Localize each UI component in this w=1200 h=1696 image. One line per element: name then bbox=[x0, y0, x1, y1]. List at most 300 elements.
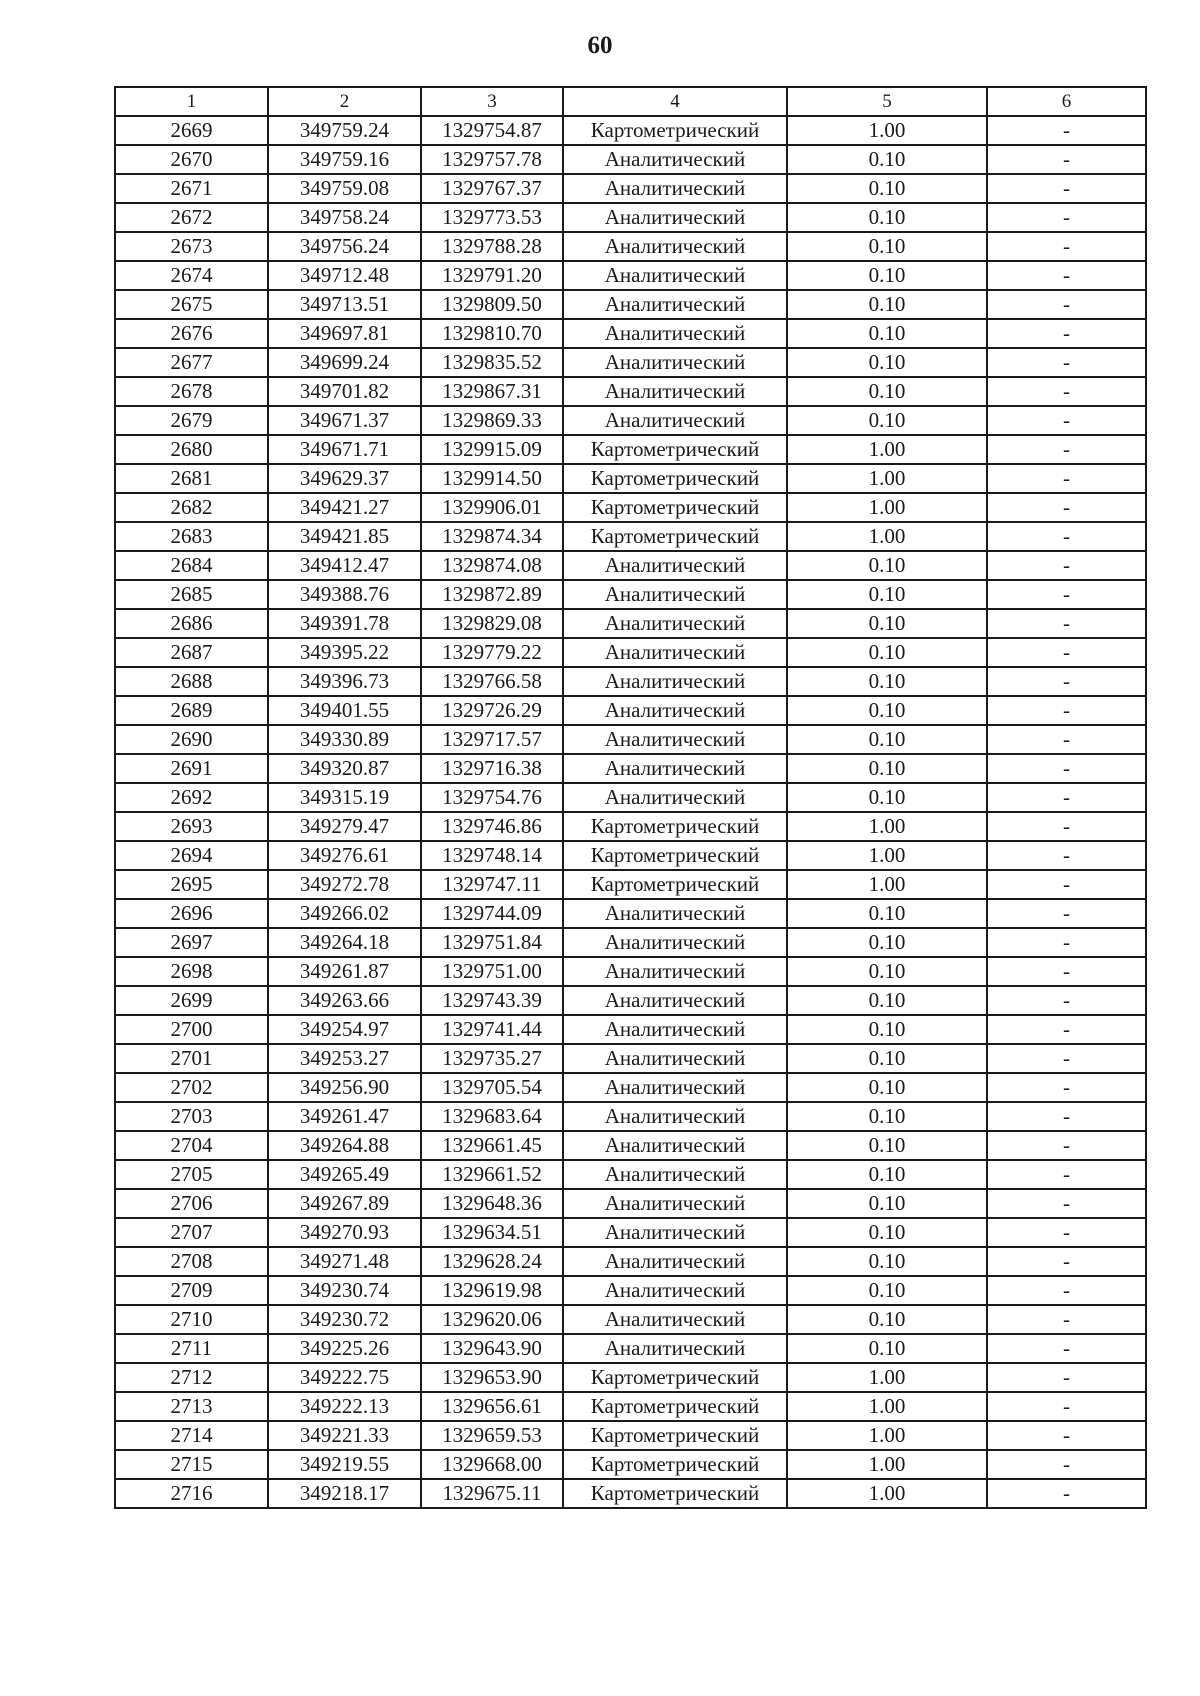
table-row bbox=[115, 406, 1146, 435]
cell-coord-y: 1329788.28 bbox=[421, 232, 563, 261]
cell-method: Картометрический bbox=[563, 116, 787, 145]
cell-coord-y: 1329810.70 bbox=[421, 319, 563, 348]
cell-accuracy: 0.10 bbox=[787, 174, 987, 203]
table-row bbox=[115, 870, 1146, 899]
table-row bbox=[115, 957, 1146, 986]
cell-point-number: 2670 bbox=[115, 145, 268, 174]
table-row bbox=[115, 1189, 1146, 1218]
cell-coord-y: 1329683.64 bbox=[421, 1102, 563, 1131]
cell-coord-y: 1329656.61 bbox=[421, 1392, 563, 1421]
cell-method: Аналитический bbox=[563, 1015, 787, 1044]
cell-point-number: 2705 bbox=[115, 1160, 268, 1189]
cell-coord-x: 349421.27 bbox=[268, 493, 421, 522]
cell-point-number: 2682 bbox=[115, 493, 268, 522]
cell-point-number: 2701 bbox=[115, 1044, 268, 1073]
cell-note: - bbox=[987, 870, 1146, 899]
cell-accuracy: 1.00 bbox=[787, 1421, 987, 1450]
cell-coord-x: 349230.72 bbox=[268, 1305, 421, 1334]
cell-coord-y: 1329675.11 bbox=[421, 1479, 563, 1508]
table-row bbox=[115, 261, 1146, 290]
cell-accuracy: 0.10 bbox=[787, 1218, 987, 1247]
cell-method: Картометрический bbox=[563, 493, 787, 522]
cell-method: Аналитический bbox=[563, 261, 787, 290]
table-row bbox=[115, 1160, 1146, 1189]
cell-coord-x: 349221.33 bbox=[268, 1421, 421, 1450]
cell-coord-x: 349264.88 bbox=[268, 1131, 421, 1160]
cell-coord-y: 1329741.44 bbox=[421, 1015, 563, 1044]
cell-accuracy: 1.00 bbox=[787, 116, 987, 145]
cell-coord-x: 349412.47 bbox=[268, 551, 421, 580]
cell-accuracy: 1.00 bbox=[787, 841, 987, 870]
cell-note: - bbox=[987, 1073, 1146, 1102]
cell-note: - bbox=[987, 290, 1146, 319]
cell-method: Картометрический bbox=[563, 1363, 787, 1392]
table-row bbox=[115, 232, 1146, 261]
table-body bbox=[115, 116, 1146, 1508]
cell-method: Картометрический bbox=[563, 1479, 787, 1508]
cell-method: Аналитический bbox=[563, 406, 787, 435]
cell-method: Аналитический bbox=[563, 1073, 787, 1102]
table-row bbox=[115, 1015, 1146, 1044]
cell-method: Аналитический bbox=[563, 1131, 787, 1160]
cell-coord-y: 1329634.51 bbox=[421, 1218, 563, 1247]
cell-note: - bbox=[987, 464, 1146, 493]
cell-method: Аналитический bbox=[563, 609, 787, 638]
cell-note: - bbox=[987, 261, 1146, 290]
cell-coord-y: 1329874.08 bbox=[421, 551, 563, 580]
cell-coord-x: 349270.93 bbox=[268, 1218, 421, 1247]
cell-coord-x: 349697.81 bbox=[268, 319, 421, 348]
cell-coord-y: 1329705.54 bbox=[421, 1073, 563, 1102]
cell-accuracy: 0.10 bbox=[787, 928, 987, 957]
cell-point-number: 2702 bbox=[115, 1073, 268, 1102]
cell-coord-x: 349264.18 bbox=[268, 928, 421, 957]
column-header-3: 3 bbox=[421, 87, 563, 116]
table-row bbox=[115, 493, 1146, 522]
cell-coord-y: 1329717.57 bbox=[421, 725, 563, 754]
cell-method: Картометрический bbox=[563, 464, 787, 493]
table-row bbox=[115, 928, 1146, 957]
cell-method: Аналитический bbox=[563, 754, 787, 783]
cell-accuracy: 0.10 bbox=[787, 696, 987, 725]
cell-coord-x: 349421.85 bbox=[268, 522, 421, 551]
table-row bbox=[115, 1392, 1146, 1421]
cell-note: - bbox=[987, 725, 1146, 754]
cell-coord-x: 349629.37 bbox=[268, 464, 421, 493]
cell-note: - bbox=[987, 957, 1146, 986]
table-row bbox=[115, 1363, 1146, 1392]
cell-method: Картометрический bbox=[563, 522, 787, 551]
cell-accuracy: 0.10 bbox=[787, 1131, 987, 1160]
column-header-4: 4 bbox=[563, 87, 787, 116]
cell-note: - bbox=[987, 174, 1146, 203]
cell-point-number: 2716 bbox=[115, 1479, 268, 1508]
cell-note: - bbox=[987, 406, 1146, 435]
cell-point-number: 2690 bbox=[115, 725, 268, 754]
cell-accuracy: 0.10 bbox=[787, 145, 987, 174]
cell-note: - bbox=[987, 638, 1146, 667]
cell-note: - bbox=[987, 1131, 1146, 1160]
cell-note: - bbox=[987, 841, 1146, 870]
cell-point-number: 2712 bbox=[115, 1363, 268, 1392]
table-row bbox=[115, 1102, 1146, 1131]
cell-method: Картометрический bbox=[563, 1392, 787, 1421]
cell-accuracy: 0.10 bbox=[787, 986, 987, 1015]
cell-accuracy: 0.10 bbox=[787, 551, 987, 580]
cell-accuracy: 0.10 bbox=[787, 1160, 987, 1189]
cell-coord-x: 349265.49 bbox=[268, 1160, 421, 1189]
cell-point-number: 2703 bbox=[115, 1102, 268, 1131]
cell-accuracy: 0.10 bbox=[787, 1102, 987, 1131]
cell-method: Аналитический bbox=[563, 1160, 787, 1189]
cell-coord-y: 1329829.08 bbox=[421, 609, 563, 638]
cell-coord-y: 1329743.39 bbox=[421, 986, 563, 1015]
cell-point-number: 2672 bbox=[115, 203, 268, 232]
table-row bbox=[115, 812, 1146, 841]
cell-method: Картометрический bbox=[563, 1421, 787, 1450]
cell-method: Аналитический bbox=[563, 928, 787, 957]
cell-point-number: 2698 bbox=[115, 957, 268, 986]
coordinates-table bbox=[114, 86, 1147, 1509]
cell-coord-y: 1329619.98 bbox=[421, 1276, 563, 1305]
cell-coord-y: 1329914.50 bbox=[421, 464, 563, 493]
cell-method: Аналитический bbox=[563, 696, 787, 725]
cell-coord-x: 349256.90 bbox=[268, 1073, 421, 1102]
cell-note: - bbox=[987, 1276, 1146, 1305]
cell-accuracy: 0.10 bbox=[787, 899, 987, 928]
table-row bbox=[115, 609, 1146, 638]
cell-coord-x: 349254.97 bbox=[268, 1015, 421, 1044]
cell-accuracy: 0.10 bbox=[787, 638, 987, 667]
cell-coord-x: 349713.51 bbox=[268, 290, 421, 319]
cell-coord-x: 349756.24 bbox=[268, 232, 421, 261]
cell-point-number: 2688 bbox=[115, 667, 268, 696]
column-header-2: 2 bbox=[268, 87, 421, 116]
cell-coord-x: 349279.47 bbox=[268, 812, 421, 841]
cell-method: Аналитический bbox=[563, 551, 787, 580]
cell-coord-y: 1329746.86 bbox=[421, 812, 563, 841]
cell-note: - bbox=[987, 435, 1146, 464]
cell-note: - bbox=[987, 145, 1146, 174]
cell-method: Картометрический bbox=[563, 812, 787, 841]
cell-coord-x: 349758.24 bbox=[268, 203, 421, 232]
cell-accuracy: 1.00 bbox=[787, 493, 987, 522]
cell-coord-x: 349391.78 bbox=[268, 609, 421, 638]
cell-accuracy: 0.10 bbox=[787, 1044, 987, 1073]
table-row bbox=[115, 522, 1146, 551]
cell-accuracy: 0.10 bbox=[787, 290, 987, 319]
cell-point-number: 2714 bbox=[115, 1421, 268, 1450]
cell-method: Аналитический bbox=[563, 1334, 787, 1363]
cell-method: Аналитический bbox=[563, 638, 787, 667]
cell-point-number: 2687 bbox=[115, 638, 268, 667]
table-row bbox=[115, 986, 1146, 1015]
cell-accuracy: 1.00 bbox=[787, 1363, 987, 1392]
cell-accuracy: 0.10 bbox=[787, 1189, 987, 1218]
cell-accuracy: 1.00 bbox=[787, 870, 987, 899]
table-row bbox=[115, 1218, 1146, 1247]
cell-accuracy: 0.10 bbox=[787, 609, 987, 638]
cell-note: - bbox=[987, 1479, 1146, 1508]
cell-coord-y: 1329906.01 bbox=[421, 493, 563, 522]
cell-accuracy: 0.10 bbox=[787, 406, 987, 435]
table-row bbox=[115, 899, 1146, 928]
cell-note: - bbox=[987, 1363, 1146, 1392]
cell-method: Картометрический bbox=[563, 870, 787, 899]
cell-accuracy: 0.10 bbox=[787, 1276, 987, 1305]
cell-accuracy: 1.00 bbox=[787, 1392, 987, 1421]
cell-method: Аналитический bbox=[563, 783, 787, 812]
table-row bbox=[115, 1276, 1146, 1305]
cell-method: Аналитический bbox=[563, 203, 787, 232]
cell-point-number: 2680 bbox=[115, 435, 268, 464]
cell-note: - bbox=[987, 1421, 1146, 1450]
cell-note: - bbox=[987, 1189, 1146, 1218]
cell-accuracy: 0.10 bbox=[787, 1334, 987, 1363]
cell-note: - bbox=[987, 377, 1146, 406]
cell-coord-x: 349230.74 bbox=[268, 1276, 421, 1305]
cell-method: Аналитический bbox=[563, 1247, 787, 1276]
cell-note: - bbox=[987, 1392, 1146, 1421]
cell-coord-x: 349261.47 bbox=[268, 1102, 421, 1131]
cell-point-number: 2713 bbox=[115, 1392, 268, 1421]
cell-note: - bbox=[987, 203, 1146, 232]
cell-coord-y: 1329874.34 bbox=[421, 522, 563, 551]
cell-point-number: 2696 bbox=[115, 899, 268, 928]
cell-note: - bbox=[987, 667, 1146, 696]
cell-coord-x: 349320.87 bbox=[268, 754, 421, 783]
cell-accuracy: 0.10 bbox=[787, 1305, 987, 1334]
cell-point-number: 2709 bbox=[115, 1276, 268, 1305]
cell-note: - bbox=[987, 899, 1146, 928]
cell-accuracy: 1.00 bbox=[787, 435, 987, 464]
cell-coord-x: 349330.89 bbox=[268, 725, 421, 754]
cell-coord-y: 1329659.53 bbox=[421, 1421, 563, 1450]
table-row bbox=[115, 754, 1146, 783]
cell-method: Аналитический bbox=[563, 986, 787, 1015]
cell-method: Аналитический bbox=[563, 145, 787, 174]
cell-note: - bbox=[987, 696, 1146, 725]
cell-coord-y: 1329661.45 bbox=[421, 1131, 563, 1160]
cell-point-number: 2675 bbox=[115, 290, 268, 319]
cell-accuracy: 0.10 bbox=[787, 377, 987, 406]
cell-coord-y: 1329751.84 bbox=[421, 928, 563, 957]
cell-point-number: 2706 bbox=[115, 1189, 268, 1218]
cell-coord-x: 349267.89 bbox=[268, 1189, 421, 1218]
cell-point-number: 2704 bbox=[115, 1131, 268, 1160]
cell-coord-y: 1329628.24 bbox=[421, 1247, 563, 1276]
cell-point-number: 2686 bbox=[115, 609, 268, 638]
cell-point-number: 2708 bbox=[115, 1247, 268, 1276]
cell-method: Аналитический bbox=[563, 667, 787, 696]
cell-coord-y: 1329809.50 bbox=[421, 290, 563, 319]
cell-point-number: 2697 bbox=[115, 928, 268, 957]
cell-method: Аналитический bbox=[563, 232, 787, 261]
cell-coord-y: 1329747.11 bbox=[421, 870, 563, 899]
cell-accuracy: 0.10 bbox=[787, 319, 987, 348]
cell-method: Аналитический bbox=[563, 957, 787, 986]
column-header-5: 5 bbox=[787, 87, 987, 116]
cell-coord-x: 349712.48 bbox=[268, 261, 421, 290]
cell-point-number: 2685 bbox=[115, 580, 268, 609]
cell-accuracy: 0.10 bbox=[787, 1015, 987, 1044]
cell-coord-y: 1329751.00 bbox=[421, 957, 563, 986]
cell-coord-x: 349261.87 bbox=[268, 957, 421, 986]
cell-coord-x: 349671.37 bbox=[268, 406, 421, 435]
cell-note: - bbox=[987, 1044, 1146, 1073]
cell-point-number: 2684 bbox=[115, 551, 268, 580]
cell-coord-x: 349253.27 bbox=[268, 1044, 421, 1073]
cell-point-number: 2694 bbox=[115, 841, 268, 870]
cell-point-number: 2669 bbox=[115, 116, 268, 145]
cell-note: - bbox=[987, 580, 1146, 609]
table-row bbox=[115, 1073, 1146, 1102]
cell-coord-y: 1329668.00 bbox=[421, 1450, 563, 1479]
cell-point-number: 2676 bbox=[115, 319, 268, 348]
cell-coord-x: 349222.75 bbox=[268, 1363, 421, 1392]
cell-note: - bbox=[987, 116, 1146, 145]
cell-note: - bbox=[987, 754, 1146, 783]
cell-accuracy: 0.10 bbox=[787, 203, 987, 232]
cell-point-number: 2683 bbox=[115, 522, 268, 551]
cell-coord-x: 349263.66 bbox=[268, 986, 421, 1015]
cell-method: Аналитический bbox=[563, 319, 787, 348]
cell-note: - bbox=[987, 493, 1146, 522]
cell-coord-y: 1329767.37 bbox=[421, 174, 563, 203]
cell-method: Картометрический bbox=[563, 435, 787, 464]
cell-point-number: 2677 bbox=[115, 348, 268, 377]
cell-point-number: 2692 bbox=[115, 783, 268, 812]
table-row bbox=[115, 1450, 1146, 1479]
cell-coord-x: 349315.19 bbox=[268, 783, 421, 812]
cell-point-number: 2693 bbox=[115, 812, 268, 841]
cell-coord-x: 349759.16 bbox=[268, 145, 421, 174]
cell-coord-y: 1329779.22 bbox=[421, 638, 563, 667]
cell-coord-x: 349388.76 bbox=[268, 580, 421, 609]
cell-coord-x: 349266.02 bbox=[268, 899, 421, 928]
cell-coord-x: 349401.55 bbox=[268, 696, 421, 725]
cell-coord-y: 1329653.90 bbox=[421, 1363, 563, 1392]
cell-note: - bbox=[987, 609, 1146, 638]
cell-coord-x: 349759.24 bbox=[268, 116, 421, 145]
cell-note: - bbox=[987, 1247, 1146, 1276]
cell-note: - bbox=[987, 1015, 1146, 1044]
cell-coord-y: 1329754.76 bbox=[421, 783, 563, 812]
cell-note: - bbox=[987, 1450, 1146, 1479]
cell-coord-x: 349276.61 bbox=[268, 841, 421, 870]
table-row bbox=[115, 1334, 1146, 1363]
cell-note: - bbox=[987, 1160, 1146, 1189]
cell-coord-y: 1329620.06 bbox=[421, 1305, 563, 1334]
column-header-1: 1 bbox=[115, 87, 268, 116]
cell-accuracy: 1.00 bbox=[787, 1450, 987, 1479]
cell-coord-x: 349222.13 bbox=[268, 1392, 421, 1421]
cell-coord-y: 1329757.78 bbox=[421, 145, 563, 174]
cell-coord-x: 349218.17 bbox=[268, 1479, 421, 1508]
cell-method: Аналитический bbox=[563, 1305, 787, 1334]
cell-note: - bbox=[987, 783, 1146, 812]
cell-coord-x: 349272.78 bbox=[268, 870, 421, 899]
table-row bbox=[115, 435, 1146, 464]
cell-note: - bbox=[987, 1218, 1146, 1247]
cell-note: - bbox=[987, 1102, 1146, 1131]
table-row bbox=[115, 377, 1146, 406]
table-row bbox=[115, 116, 1146, 145]
cell-accuracy: 1.00 bbox=[787, 464, 987, 493]
cell-point-number: 2695 bbox=[115, 870, 268, 899]
cell-coord-x: 349671.71 bbox=[268, 435, 421, 464]
cell-coord-y: 1329716.38 bbox=[421, 754, 563, 783]
cell-accuracy: 0.10 bbox=[787, 348, 987, 377]
cell-point-number: 2679 bbox=[115, 406, 268, 435]
table-row bbox=[115, 1131, 1146, 1160]
table-row bbox=[115, 580, 1146, 609]
cell-coord-y: 1329773.53 bbox=[421, 203, 563, 232]
cell-coord-y: 1329791.20 bbox=[421, 261, 563, 290]
cell-coord-y: 1329726.29 bbox=[421, 696, 563, 725]
table-row bbox=[115, 464, 1146, 493]
table-row bbox=[115, 696, 1146, 725]
table-row bbox=[115, 1479, 1146, 1508]
cell-coord-y: 1329661.52 bbox=[421, 1160, 563, 1189]
cell-coord-y: 1329643.90 bbox=[421, 1334, 563, 1363]
cell-coord-x: 349759.08 bbox=[268, 174, 421, 203]
cell-point-number: 2678 bbox=[115, 377, 268, 406]
table-row bbox=[115, 667, 1146, 696]
cell-note: - bbox=[987, 928, 1146, 957]
cell-accuracy: 0.10 bbox=[787, 261, 987, 290]
cell-point-number: 2671 bbox=[115, 174, 268, 203]
cell-method: Аналитический bbox=[563, 725, 787, 754]
cell-accuracy: 1.00 bbox=[787, 1479, 987, 1508]
cell-point-number: 2711 bbox=[115, 1334, 268, 1363]
cell-method: Аналитический bbox=[563, 580, 787, 609]
cell-accuracy: 0.10 bbox=[787, 580, 987, 609]
column-header-6: 6 bbox=[987, 87, 1146, 116]
cell-point-number: 2710 bbox=[115, 1305, 268, 1334]
cell-method: Аналитический bbox=[563, 348, 787, 377]
cell-coord-y: 1329748.14 bbox=[421, 841, 563, 870]
cell-coord-y: 1329915.09 bbox=[421, 435, 563, 464]
cell-accuracy: 0.10 bbox=[787, 667, 987, 696]
cell-method: Аналитический bbox=[563, 1102, 787, 1131]
cell-coord-x: 349396.73 bbox=[268, 667, 421, 696]
cell-coord-x: 349699.24 bbox=[268, 348, 421, 377]
cell-accuracy: 0.10 bbox=[787, 957, 987, 986]
cell-method: Аналитический bbox=[563, 290, 787, 319]
table-row bbox=[115, 1247, 1146, 1276]
cell-point-number: 2681 bbox=[115, 464, 268, 493]
cell-coord-y: 1329735.27 bbox=[421, 1044, 563, 1073]
cell-method: Аналитический bbox=[563, 377, 787, 406]
cell-accuracy: 0.10 bbox=[787, 232, 987, 261]
cell-coord-x: 349395.22 bbox=[268, 638, 421, 667]
table-row bbox=[115, 203, 1146, 232]
cell-note: - bbox=[987, 986, 1146, 1015]
cell-point-number: 2691 bbox=[115, 754, 268, 783]
cell-coord-y: 1329872.89 bbox=[421, 580, 563, 609]
cell-point-number: 2707 bbox=[115, 1218, 268, 1247]
cell-point-number: 2673 bbox=[115, 232, 268, 261]
table-header-row bbox=[115, 87, 1146, 116]
table-row bbox=[115, 1421, 1146, 1450]
table-row bbox=[115, 783, 1146, 812]
table-row bbox=[115, 1044, 1146, 1073]
cell-note: - bbox=[987, 348, 1146, 377]
cell-accuracy: 1.00 bbox=[787, 812, 987, 841]
cell-method: Аналитический bbox=[563, 1189, 787, 1218]
cell-coord-y: 1329766.58 bbox=[421, 667, 563, 696]
